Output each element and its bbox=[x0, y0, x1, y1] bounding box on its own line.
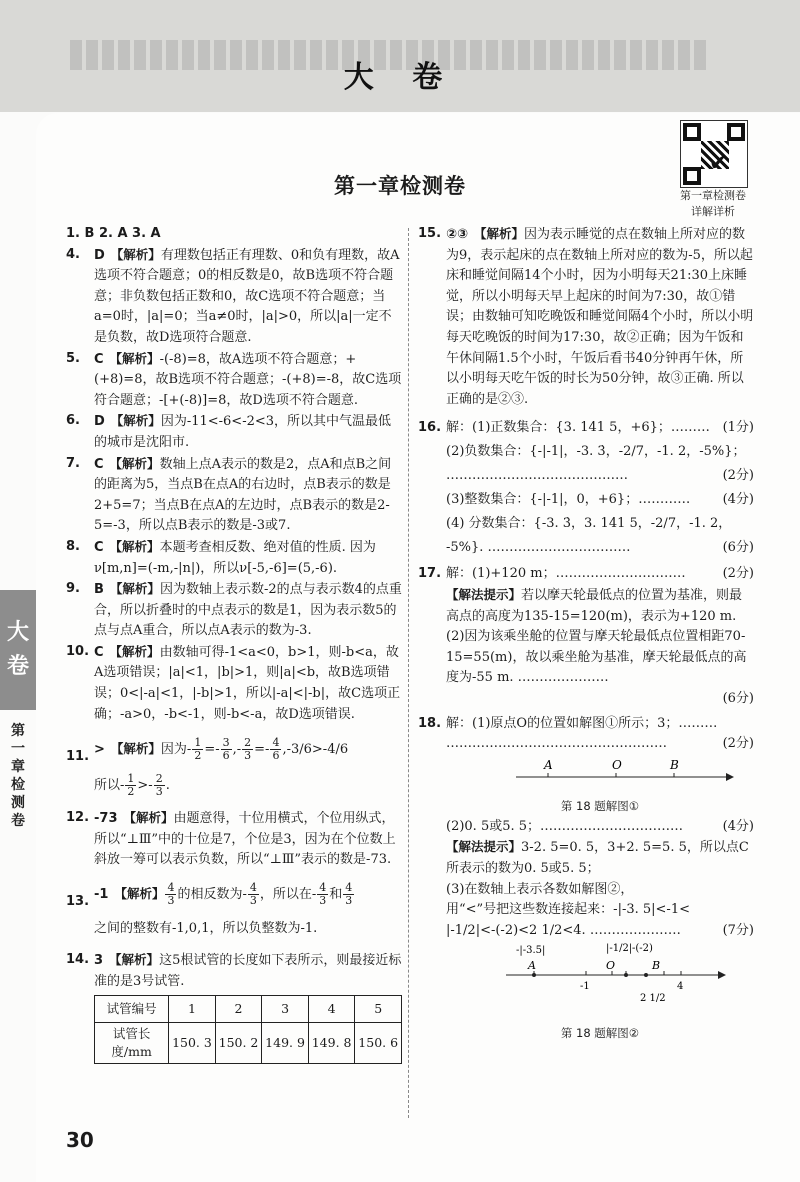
analysis-tag: 【解析】 bbox=[109, 455, 160, 471]
table-cell: 5 bbox=[355, 996, 402, 1023]
question-9 bbox=[66, 579, 402, 642]
table-row bbox=[95, 1023, 402, 1064]
table-cell: 2 bbox=[215, 996, 262, 1023]
question-number: 15. bbox=[418, 226, 442, 241]
comparison: -3/6>-4/6 bbox=[286, 742, 349, 758]
point-label-o: O bbox=[612, 757, 622, 772]
answer-letter: D bbox=[94, 247, 105, 263]
solution-line bbox=[446, 464, 754, 488]
fraction bbox=[221, 737, 232, 762]
side-char: 一 bbox=[11, 741, 25, 757]
question-6 bbox=[66, 411, 402, 453]
numerator: 2 bbox=[155, 772, 163, 786]
qr-caption-line1: 第一章检测卷 bbox=[680, 189, 746, 202]
tip-text: 3-2. 5=0. 5，3+2. 5=5. 5，所以点C所表示的数为0. 5或5. 5； bbox=[446, 840, 749, 877]
numerator: 4 bbox=[249, 881, 257, 895]
denominator: 6 bbox=[272, 749, 280, 763]
fraction bbox=[317, 882, 328, 907]
question-number: 17. bbox=[418, 566, 442, 582]
side-char: 第 bbox=[11, 723, 25, 739]
chapter-title: 第一章检测卷 bbox=[334, 174, 466, 198]
tip-tag: 【解法提示】 bbox=[446, 586, 522, 602]
question-12 bbox=[66, 808, 402, 871]
analysis-text: 因为-11<-6<-2<3，所以其中气温最低的城市是沈阳市. bbox=[94, 414, 392, 450]
denominator: 2 bbox=[127, 785, 135, 799]
table-cell: 150. 2 bbox=[215, 1023, 262, 1064]
question-13 bbox=[66, 877, 402, 946]
analysis-text: 因为数轴上表示数-2的点与表示数4的点重合，所以折叠时的中点表示的数是1，因为表示数5的点与点A重合，所以点A表示的数为-3. bbox=[94, 582, 402, 639]
point-label-b: B bbox=[670, 757, 679, 772]
label-neg-neg-2: -(-2) bbox=[632, 943, 653, 955]
analysis-text: 因为- bbox=[160, 742, 192, 758]
denominator: 3 bbox=[249, 894, 257, 908]
point-marker bbox=[532, 973, 536, 977]
table-cell: 4 bbox=[308, 996, 355, 1023]
side-char: 检 bbox=[11, 777, 25, 793]
fraction bbox=[248, 882, 259, 907]
analysis-tag: 【解析】 bbox=[109, 581, 160, 597]
solution-line bbox=[446, 488, 754, 512]
analysis-text: 由题意得，十位用横式，个位用纵式，所以“⊥Ⅲ”中的十位是7，个位是3，因为在个位数上斜放一筹可以表示负数，所以“⊥Ⅲ”表示的数是-73. bbox=[94, 811, 396, 868]
numerator: 4 bbox=[167, 881, 175, 895]
fraction bbox=[270, 737, 281, 762]
analysis-text: 的相反数为- bbox=[177, 887, 247, 903]
denominator: 3 bbox=[345, 894, 353, 908]
solution-text: (2)负数集合：{-|-1|，-3. 3̇，-2/7，-1. 2，-5%}； bbox=[446, 444, 746, 460]
numerator: 4 bbox=[319, 881, 327, 895]
question-18 bbox=[418, 714, 754, 1044]
period: . bbox=[165, 778, 170, 794]
tick-label-neg-1: -1 bbox=[580, 981, 590, 993]
answer-symbol: > bbox=[94, 742, 105, 758]
answer-letter: C bbox=[94, 644, 104, 660]
analysis-text: -(-8)=8，故A选项不符合题意；+(+8)=8，故B选项不符合题意；-(+8)=-8，故C选项符合题意；-[+(-8)]=8，故D选项不符合题意. bbox=[94, 351, 402, 408]
table-cell: 149. 8 bbox=[308, 1023, 355, 1064]
score: (2分) bbox=[722, 468, 754, 484]
solution-text: (3)在数轴上表示各数如解图②， bbox=[446, 881, 634, 897]
table-cell: 149. 9 bbox=[262, 1023, 309, 1064]
figure-caption: 第 18 题解图① bbox=[560, 799, 640, 814]
answer-letter: C bbox=[94, 351, 104, 367]
solution-line bbox=[446, 734, 754, 755]
question-number: 14. bbox=[66, 952, 90, 968]
solution-tip bbox=[446, 837, 754, 879]
table-header: 试管长度/mm bbox=[95, 1023, 169, 1064]
answer-value: -1 bbox=[94, 887, 109, 903]
table-cell: 150. 6 bbox=[355, 1023, 402, 1064]
solution-line bbox=[446, 536, 754, 560]
analysis-tag: 【解析】 bbox=[114, 886, 165, 902]
solution-text: (4) 分数集合：{-3. 3̇，3. 141 5，-2/7，-1. 2， bbox=[446, 516, 732, 532]
solution-line bbox=[446, 564, 754, 585]
analysis-text: 所以- bbox=[94, 778, 125, 794]
side-tab-bottom: 卷 bbox=[6, 654, 29, 679]
solution-text: (3)整数集合：{-|-1|，0，+6}；………… bbox=[446, 492, 691, 508]
page-number: 30 bbox=[66, 1128, 94, 1152]
solution-text: 解：(1)+120 m；………………………… bbox=[446, 566, 686, 582]
table-cell: 150. 3 bbox=[169, 1023, 216, 1064]
table-cell: 1 bbox=[169, 996, 216, 1023]
analysis-text: 本题考查相反数、绝对值的性质. 因为ν[m,n]=(-m,-|n|)，所以ν[-5,-6]=(5,-6). bbox=[94, 539, 376, 576]
question-number: 9. bbox=[66, 581, 80, 597]
score: (1分) bbox=[722, 420, 754, 436]
analysis-tag: 【解析】 bbox=[110, 741, 161, 757]
question-5 bbox=[66, 349, 402, 412]
number-line-figure-2 bbox=[446, 941, 746, 1015]
tick-label-4: 4 bbox=[677, 981, 684, 993]
table-cell: 3 bbox=[262, 996, 309, 1023]
fraction bbox=[154, 773, 165, 798]
numerator: 1 bbox=[194, 736, 202, 750]
question-number: 7. bbox=[66, 455, 80, 471]
side-tab-top: 大 bbox=[6, 620, 29, 645]
score: (2分) bbox=[722, 566, 754, 582]
label-a: A bbox=[528, 959, 536, 973]
score: (6分) bbox=[722, 690, 754, 706]
denominator: 3 bbox=[155, 785, 163, 799]
numerator: 1 bbox=[127, 772, 135, 786]
question-11: 11. > 【解析】因为- $\frac{1}{2}$ =- $\frac{3}{6}$ ,- $\frac{2}{3}$ =- $\frac{4}{6}$ ,-3/6>-4/6 所以- $\frac{1}{2}$ >- $\frac{2}{3}$ . bbox=[66, 736, 349, 799]
question-17 bbox=[418, 564, 754, 709]
numerator: 4 bbox=[272, 736, 280, 750]
analysis-text: 之间的整数有-1,0,1，所以负整数为-1. bbox=[94, 921, 318, 937]
answer-value: -73 bbox=[94, 811, 118, 827]
question-10 bbox=[66, 642, 402, 725]
score: (6分) bbox=[722, 540, 754, 556]
analysis-tag: 【解析】 bbox=[109, 643, 160, 659]
analysis-text: 和 bbox=[329, 887, 343, 903]
label-o: O bbox=[606, 959, 616, 973]
fraction bbox=[125, 773, 136, 798]
score: (2分) bbox=[722, 736, 754, 752]
tip-text: 若以摩天轮最低点的位置为基准，则最高点的高度为135-15=120(m)，表示为+120 m. bbox=[446, 587, 743, 624]
number-line-figure-1 bbox=[446, 755, 746, 789]
table-row bbox=[95, 996, 402, 1023]
analysis-text: 由数轴可得-1<a<0，b>1，则-b<a，故A选项错误；|a|<1，|b|>1，则|a|<b，故B选项错误；0<|-a|<1，|-b|>1，所以|-a|<|-b|，故C选项正确；-a>0，-b<-1，则-b<-a，故D选项错误. bbox=[94, 644, 401, 722]
qr-caption-line2: 详解详析 bbox=[691, 205, 735, 218]
denominator: 3 bbox=[244, 749, 252, 763]
solution-line bbox=[446, 921, 754, 942]
numerator: 3 bbox=[222, 736, 230, 750]
answer-letter: C bbox=[94, 456, 104, 472]
solution-text: (2)0. 5或5. 5；…………………………… bbox=[446, 818, 684, 834]
analysis-text: 这5根试管的长度如下表所示，则最接近标准的是3号试管. bbox=[94, 953, 402, 989]
answer-value: ②③ bbox=[446, 227, 469, 242]
question-number: 6. bbox=[66, 413, 80, 429]
question-7 bbox=[66, 454, 402, 537]
question-number: 10. bbox=[66, 643, 90, 659]
analysis-tag: 【解析】 bbox=[109, 350, 160, 366]
axis-arrow bbox=[726, 773, 734, 781]
solution-line bbox=[446, 416, 754, 440]
score: (4分) bbox=[722, 818, 754, 834]
fraction bbox=[165, 882, 176, 907]
label-two-and-half: 2 1/2 bbox=[640, 993, 666, 1005]
denominator: 3 bbox=[319, 894, 327, 908]
solution-text: 用“<”号把这些数连接起来：-|-3. 5|<-1< bbox=[446, 902, 690, 918]
page-header-title: 大 卷 bbox=[343, 60, 457, 95]
test-tube-table bbox=[94, 995, 402, 1064]
side-vertical-label bbox=[4, 722, 32, 830]
question-number: 8. bbox=[66, 538, 80, 554]
leader-dots: …………………………………… bbox=[446, 468, 628, 484]
question-number: 12. bbox=[66, 810, 90, 826]
question-15 bbox=[418, 224, 754, 410]
question-8 bbox=[66, 537, 402, 579]
question-number: 16. bbox=[418, 420, 442, 436]
label-abs-neg-3-5: -|-3.5| bbox=[516, 945, 546, 957]
checkmark-icon: ✔ bbox=[709, 151, 728, 176]
answer-letter: D bbox=[94, 414, 105, 430]
left-column bbox=[66, 224, 402, 1064]
answer-value: 3 bbox=[94, 953, 104, 969]
question-4 bbox=[66, 245, 402, 349]
fraction bbox=[343, 882, 354, 907]
side-tab bbox=[0, 590, 36, 710]
score: (7分) bbox=[722, 922, 754, 938]
analysis-tag: 【解析】 bbox=[109, 538, 160, 554]
denominator: 6 bbox=[222, 749, 230, 763]
solution-tip bbox=[446, 585, 754, 627]
figure-caption: 第 18 题解图② bbox=[560, 1026, 640, 1041]
score: (4分) bbox=[722, 492, 754, 508]
question-number: 13. bbox=[66, 894, 90, 910]
tip-tag: 【解法提示】 bbox=[446, 839, 522, 855]
label-abs-neg-half: |-1/2| bbox=[606, 943, 633, 955]
leader-dots: …………………………………………… bbox=[446, 736, 667, 752]
solution-text: (2)因为该乘坐舱的位置与摩天轮最低点位置相距70-15=55(m)，故以乘坐舱为基准，摩天轮最低点的高度为-55 m. ………………… bbox=[446, 629, 747, 686]
analysis-tag: 【解析】 bbox=[123, 810, 174, 826]
solution-line bbox=[446, 817, 754, 838]
analysis-tag: 【解析】 bbox=[110, 246, 161, 262]
side-char: 章 bbox=[11, 759, 25, 775]
axis-arrow bbox=[718, 971, 726, 979]
question-14 bbox=[66, 950, 402, 1064]
solution-text: 解：(1)正数集合：{3. 141 5，+6}；……… bbox=[446, 420, 710, 436]
denominator: 3 bbox=[167, 894, 175, 908]
side-char: 测 bbox=[11, 795, 25, 811]
denominator: 2 bbox=[194, 749, 202, 763]
table-header: 试管编号 bbox=[95, 996, 169, 1023]
analysis-tag: 【解析】 bbox=[110, 413, 161, 429]
point-marker bbox=[644, 973, 648, 977]
right-column bbox=[418, 224, 754, 1044]
column-divider bbox=[408, 228, 409, 1118]
question-number: 5. bbox=[66, 350, 80, 366]
question-number: 4. bbox=[66, 246, 80, 262]
analysis-text: 数轴上点A表示的数是2，点A和点B之间的距离为5，当点B在点A的右边时，点B表示的数是2+5=7；当点B在点A的左边时，点B表示的数是2-5=-3，所以点B表示的数是-3或7. bbox=[94, 456, 392, 534]
numerator: 4 bbox=[345, 881, 353, 895]
question-number: 11. bbox=[66, 749, 90, 765]
solution-text: |-1/2|<-(-2)<2 1/2<4. ………………… bbox=[446, 922, 681, 938]
solution-text: -5%}. …………………………… bbox=[446, 540, 631, 556]
side-char: 卷 bbox=[11, 813, 25, 829]
solution-text: 解：(1)原点O的位置如解图①所示；3；……… bbox=[446, 715, 718, 731]
numerator: 2 bbox=[244, 736, 252, 750]
question-number: 18. bbox=[418, 715, 442, 731]
label-b: B bbox=[652, 959, 661, 973]
analysis-text: ，所以在- bbox=[259, 887, 317, 903]
answers-1-3: 1. B 2. A 3. A bbox=[66, 226, 161, 241]
point-marker bbox=[624, 973, 628, 977]
analysis-text: 有理数包括正有理数、0和负有理数，故A选项不符合题意；0的相反数是0，故B选项不符合题意；非负数包括正数和0，故C选项不符合题意；当a=0时，|a|=0；当a≠0时，|a|>0，所以|a|一定不是负数，故D选项符合题意. bbox=[94, 247, 400, 345]
answer-letter: B bbox=[94, 582, 104, 598]
fraction bbox=[242, 737, 253, 762]
question-16 bbox=[418, 416, 754, 560]
answer-letter: C bbox=[94, 539, 104, 555]
fraction bbox=[192, 737, 203, 762]
point-label-a: A bbox=[544, 757, 553, 772]
analysis-tag: 【解析】 bbox=[474, 226, 525, 241]
analysis-text: 因为表示睡觉的点在数轴上所对应的数为9，表示起床的点在数轴上所对应的数为-5，所以起床和睡觉间隔14个小时，因为小明每天21:30上床睡觉，所以小明每天早上起床的时间为7:30，故①错误；由数轴可知吃晚饭和睡觉间隔4个小时，所以小明每天吃晚饭的时间为17:30，故②正确；因为午饭和午休间隔1.5个小时，午饭后看书40分钟再午休，所以小明每天吃午饭的时长为50分钟，故③正确. 所以正确的是②③. bbox=[446, 227, 754, 407]
analysis-tag: 【解析】 bbox=[109, 952, 160, 968]
